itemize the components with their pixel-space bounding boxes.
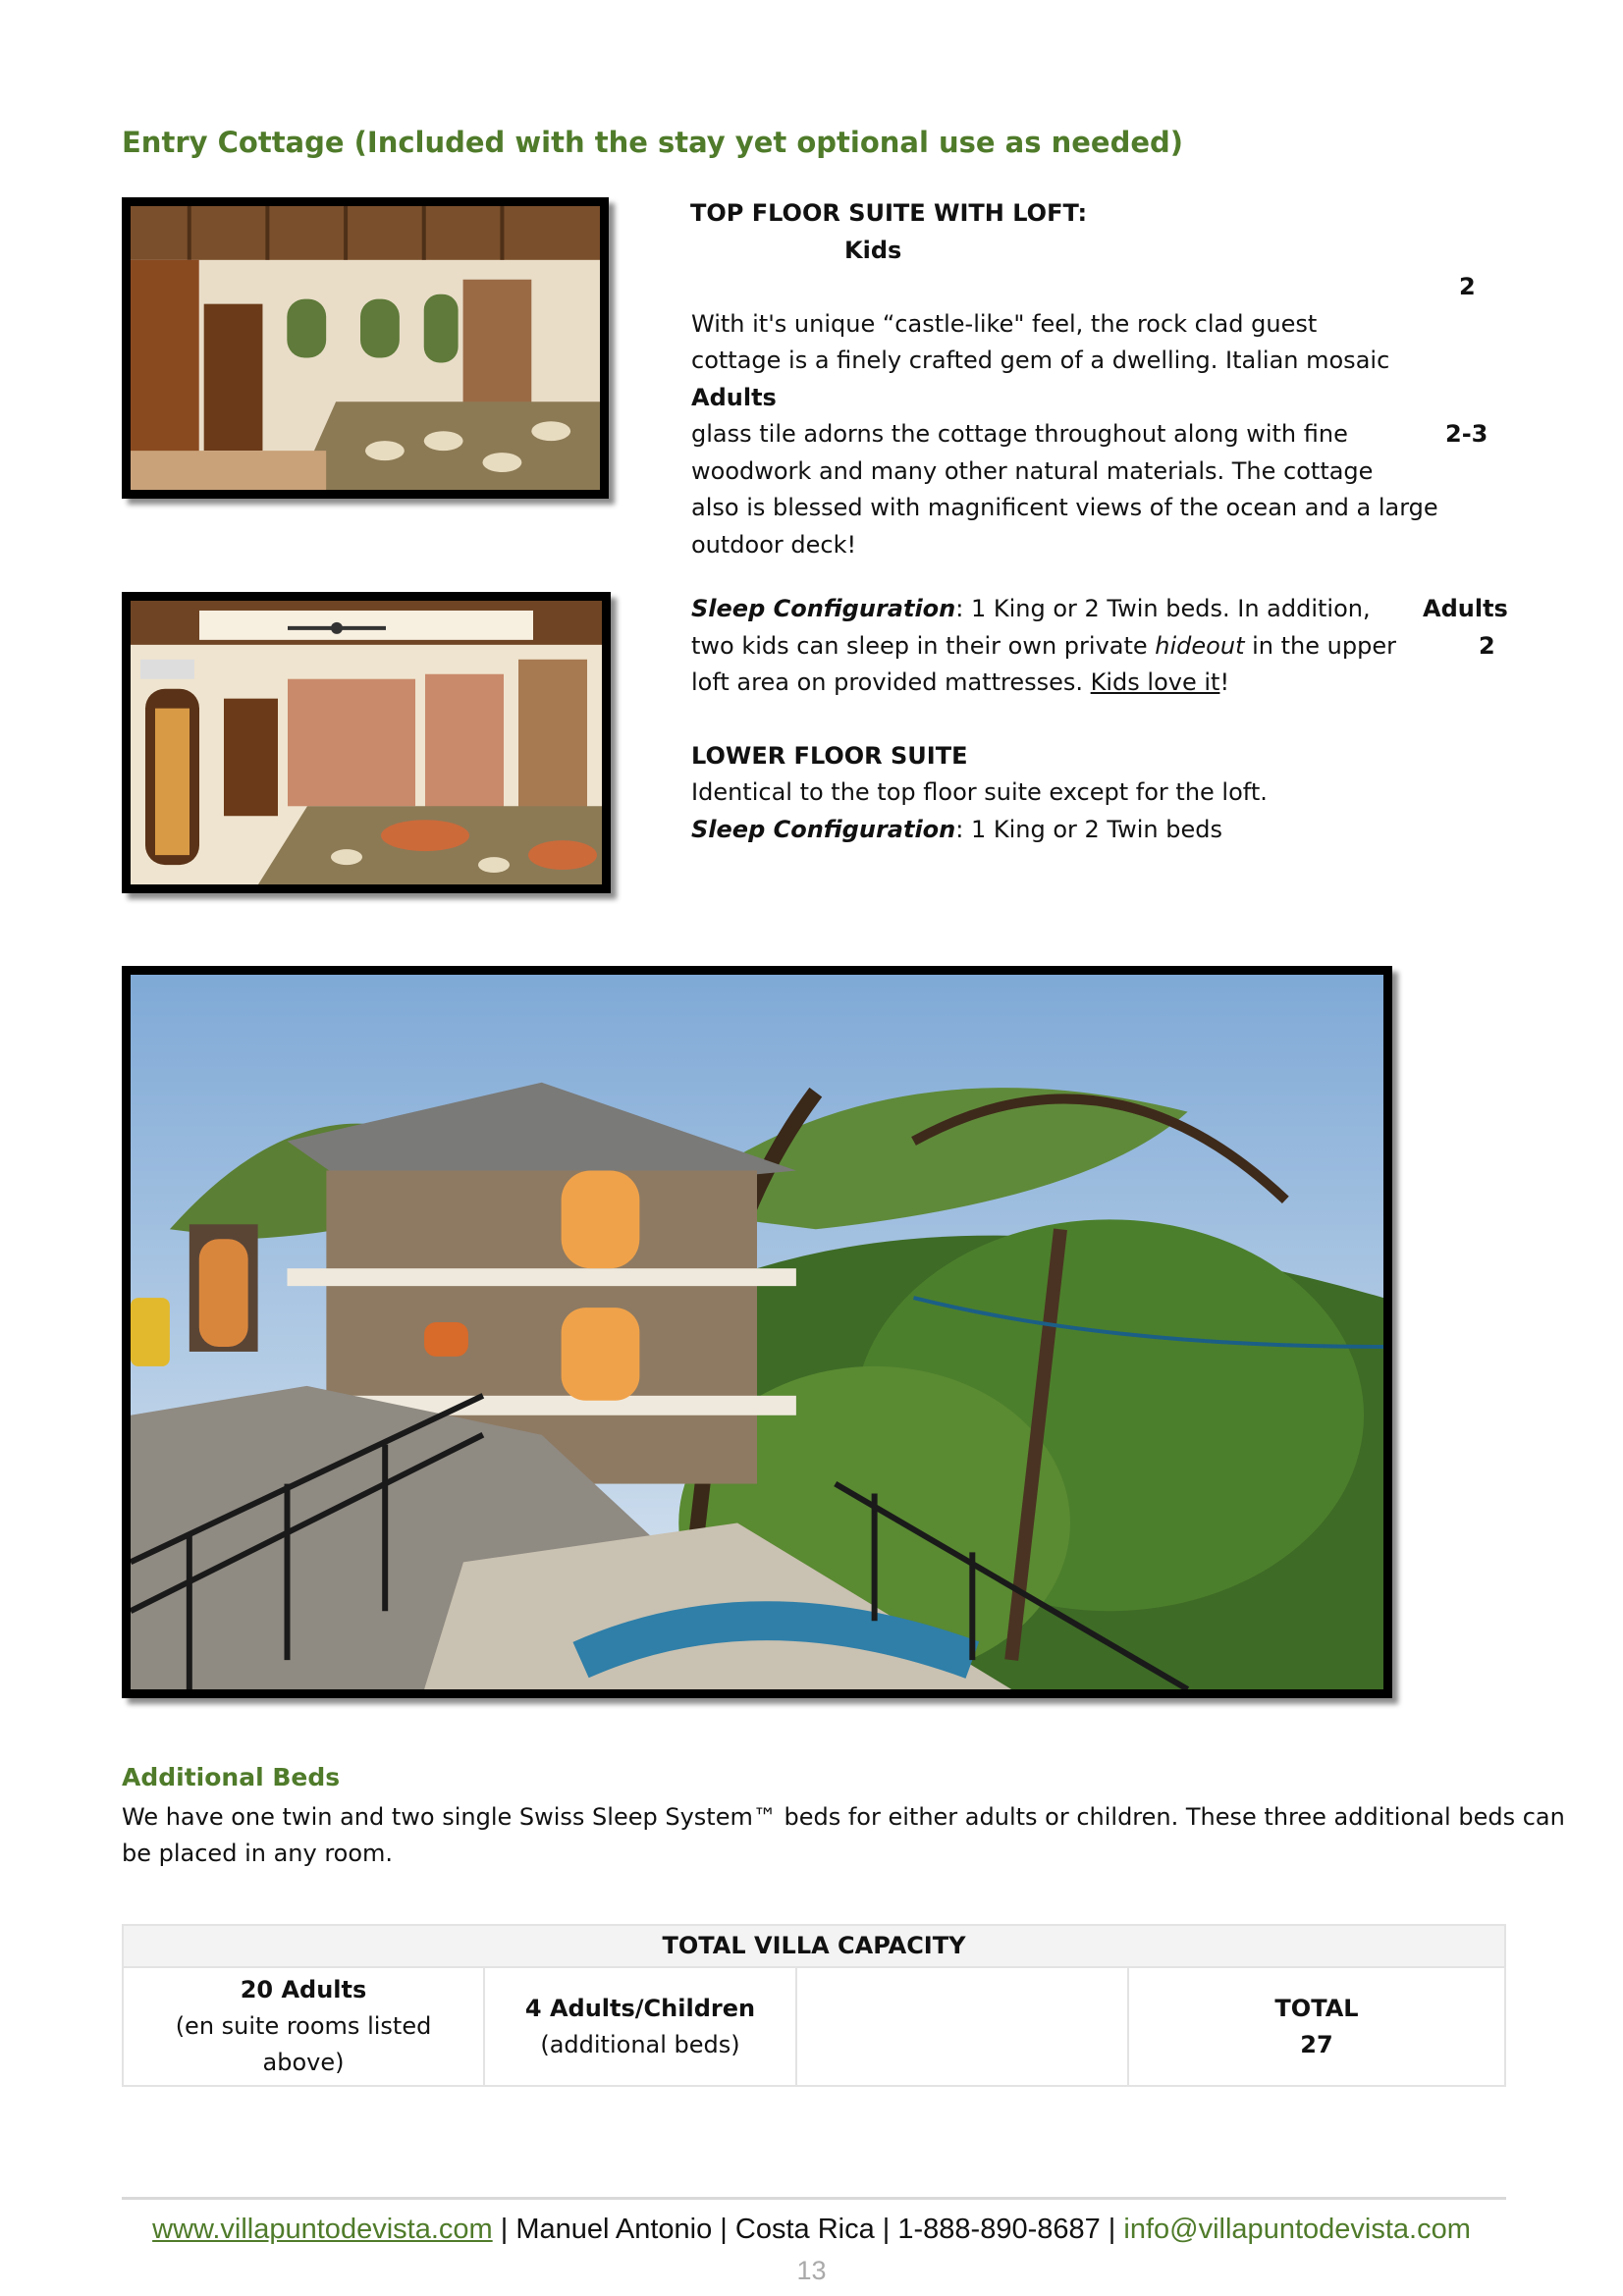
description-line: woodwork and many other natural materials. The cottage: [691, 457, 1374, 485]
additional-beds-line: We have one twin and two single Swiss Sleep System™ beds for either adults or children. These three additional beds can: [122, 1803, 1565, 1831]
bedroom-photo-1: [122, 197, 609, 499]
additional-beds-line: be placed in any room.: [122, 1840, 394, 1867]
description-line: also is blessed with magnificent views of the ocean and a large: [691, 494, 1438, 521]
kids-count: 2: [1459, 273, 1476, 300]
website-link[interactable]: www.villapuntodevista.com: [152, 2214, 493, 2245]
capacity-table: [122, 1924, 1506, 2087]
capacity-cell-additional: [484, 1967, 796, 2086]
capacity-cell-empty: [796, 1967, 1128, 2086]
bedroom-photo-2: [122, 592, 611, 893]
sleep-config-line: [691, 591, 1371, 628]
footer: [0, 2214, 1623, 2246]
kids-label: Kids: [844, 237, 902, 264]
lower-suite-desc: Identical to the top floor suite except for the loft.: [691, 778, 1268, 806]
page-number: 13: [796, 2256, 827, 2285]
capacity-cell-adults: [123, 1967, 484, 2086]
capacity-cell-total: [1128, 1967, 1505, 2086]
adults-label-2: Adults: [1423, 595, 1508, 622]
sleep-config-text: : 1 King or 2 Twin beds. In addition,: [955, 595, 1371, 622]
description-line: outdoor deck!: [691, 531, 857, 559]
footer-divider: [122, 2197, 1506, 2200]
adults-count-2: 2: [1479, 632, 1495, 660]
footer-contact-text: | Manuel Antonio | Costa Rica | 1-888-890-8687 |: [492, 2214, 1124, 2245]
section-heading: Entry Cottage (Included with the stay yet optional use as needed): [122, 126, 1184, 159]
description-line: With it's unique “castle-like" feel, the rock clad guest: [691, 310, 1318, 338]
sleep-config-line-3: [691, 665, 1229, 702]
email-link[interactable]: info@villapuntodevista.com: [1123, 2214, 1471, 2245]
lower-suite-title: LOWER FLOOR SUITE: [691, 742, 968, 770]
sleep-text: loft area on provided mattresses.: [691, 668, 1091, 696]
hideout-text: hideout: [1155, 632, 1245, 660]
description-line: cottage is a finely crafted gem of a dwelling. Italian mosaic: [691, 347, 1390, 374]
sleep-text: in the upper: [1244, 632, 1396, 660]
cell-sub: (en suite rooms listed above): [175, 2012, 432, 2076]
cottage-exterior-photo: [122, 966, 1392, 1698]
adults-label: Adults: [691, 384, 777, 411]
kids-love-it-text: Kids love it: [1090, 668, 1220, 696]
exclamation: !: [1219, 668, 1230, 696]
capacity-table-title: TOTAL VILLA CAPACITY: [123, 1925, 1505, 1967]
cell-sub: (additional beds): [540, 2030, 740, 2058]
top-suite-title: TOP FLOOR SUITE WITH LOFT:: [690, 199, 1088, 227]
cell-sub: 27: [1300, 2030, 1333, 2058]
sleep-config-line-2: [691, 628, 1396, 666]
cell-main: 20 Adults: [240, 1976, 367, 2003]
cell-main: 4 Adults/Children: [524, 1994, 756, 2022]
lower-sleep-config-line: [691, 812, 1222, 849]
additional-beds-title: Additional Beds: [122, 1763, 341, 1791]
sleep-config-label: Sleep Configuration: [691, 816, 956, 843]
cell-main: TOTAL: [1274, 1994, 1359, 2022]
adults-count: 2-3: [1445, 420, 1488, 448]
sleep-config-label: Sleep Configuration: [691, 595, 956, 622]
description-line: glass tile adorns the cottage throughout along with fine: [691, 420, 1348, 448]
sleep-text: two kids can sleep in their own private: [691, 632, 1156, 660]
sleep-config-text: : 1 King or 2 Twin beds: [955, 816, 1222, 843]
